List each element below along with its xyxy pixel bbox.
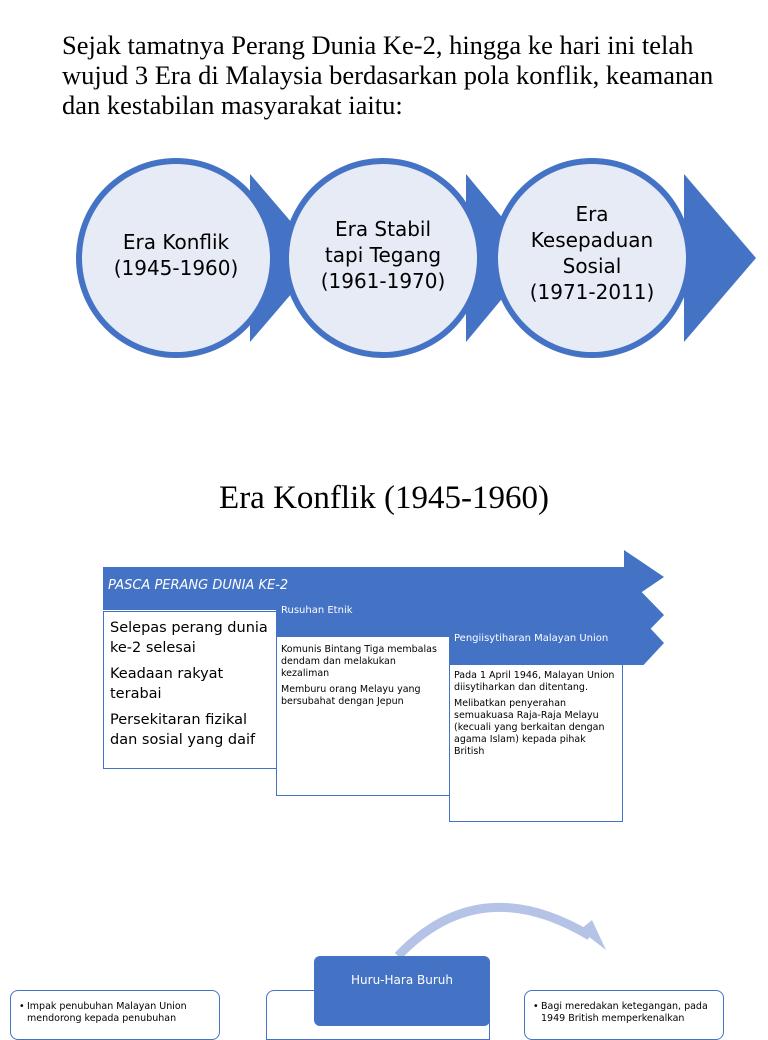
center-box-label: Huru-Hara Buruh xyxy=(351,973,453,987)
bullet-icon: • xyxy=(19,1001,25,1012)
bullet-icon: • xyxy=(533,1001,539,1012)
left-note-text: Impak penubuhan Malayan Union mendorong kepada penubuhan xyxy=(27,1001,187,1024)
era-label-konflik xyxy=(106,229,246,281)
section-title: Era Konflik (1945-1960) xyxy=(219,480,549,516)
timeline-header-rusuhan: Rusuhan Etnik xyxy=(281,605,353,616)
era-label-text: Era Kesepaduan Sosial (1971-2011) xyxy=(529,202,655,304)
timeline-item: Memburu orang Melayu yang bersubahat dengan Jepun xyxy=(281,684,421,707)
timeline-item: Pada 1 April 1946, Malayan Union diisytiharkan dan ditentang. xyxy=(454,670,615,693)
era-arrow-3 xyxy=(684,174,756,342)
timeline-item: Komunis Bintang Tiga membalas dendam dan melakukan kezaliman xyxy=(281,644,437,679)
timeline-item: Melibatkan penyerahan semuakuasa Raja-Raja Melayu (kecuali yang berkaitan dengan agama Islam) kepada pihak British xyxy=(454,698,605,757)
timeline-box-pasca xyxy=(103,611,277,769)
timeline-box-rusuhan xyxy=(276,636,450,796)
timeline-header-pasca: PASCA PERANG DUNIA KE-2 xyxy=(108,578,289,593)
era-label-text: Era Stabil tapi Tegang (1961-1970) xyxy=(320,217,446,293)
timeline-item: Persekitaran fizikal dan sosial yang daif xyxy=(110,712,256,748)
right-note-text: Bagi meredakan ketegangan, pada 1949 British memperkenalkan xyxy=(541,1001,708,1024)
intro-paragraph: Sejak tamatnya Perang Dunia Ke-2, hingga ke hari ini telah wujud 3 Era di Malaysia berdasarkan pola konflik, keamanan dan kestabilan masyarakat iaitu: xyxy=(62,30,714,120)
left-note xyxy=(10,990,220,1040)
timeline-item: Keadaan rakyat terabai xyxy=(110,666,224,702)
timeline-header-malayan-union: Pengiisytiharan Malayan Union xyxy=(454,633,609,644)
era-label-stabil xyxy=(313,216,453,294)
era-label-text: Era Konflik (1945-1960) xyxy=(113,230,239,280)
era-label-kesepaduan xyxy=(522,201,662,305)
center-box xyxy=(314,956,490,1026)
timeline-box-malayan-union xyxy=(449,664,623,822)
timeline-item: Selepas perang dunia ke-2 selesai xyxy=(110,620,268,656)
right-note xyxy=(524,990,724,1040)
